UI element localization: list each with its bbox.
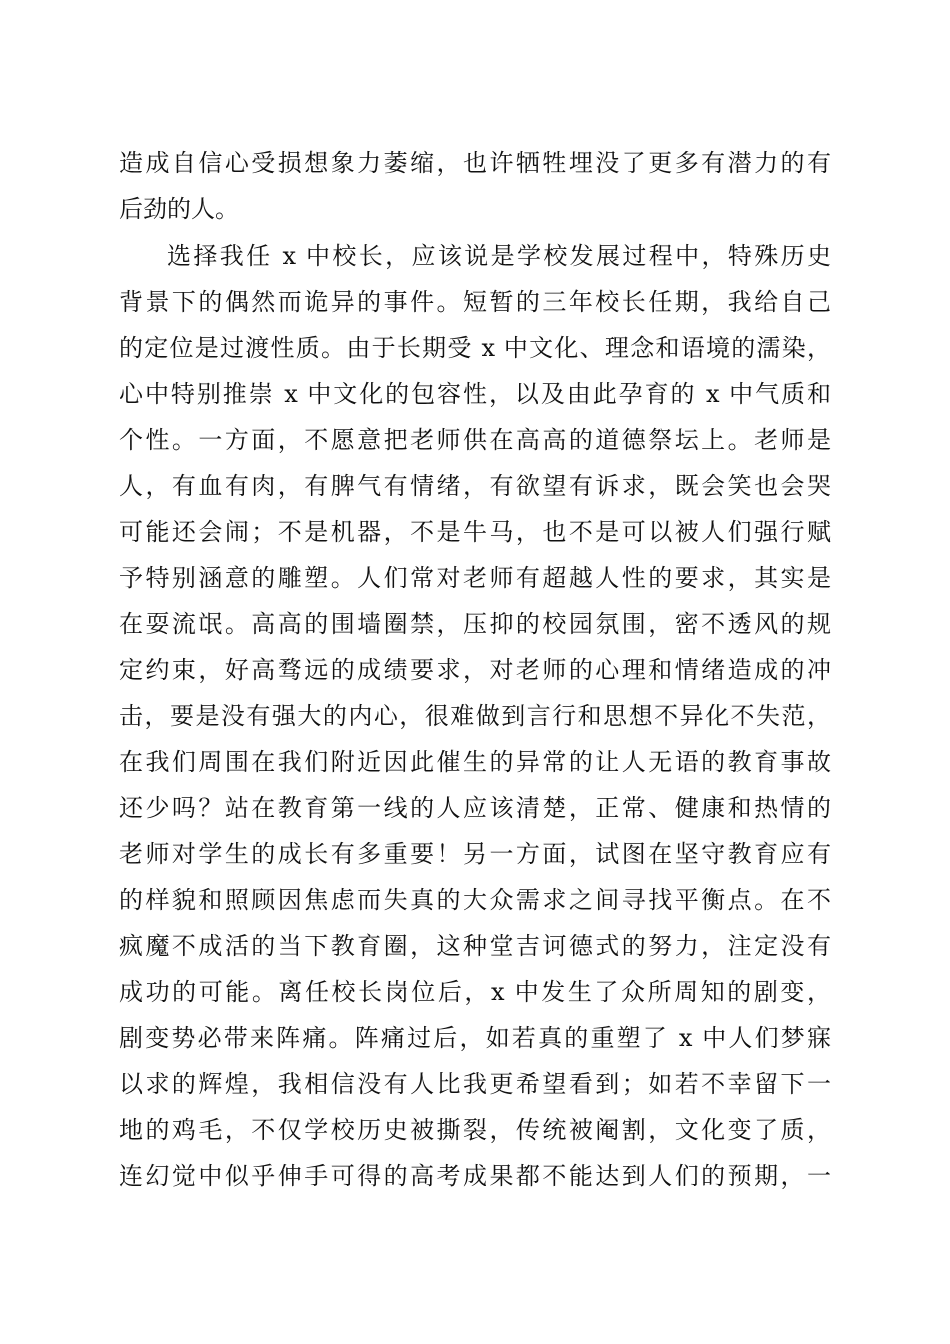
text-line: 予特别涵意的雕塑。人们常对老师有超越人性的要求，其实是 [119, 564, 831, 592]
text-line: 的样貌和照顾因焦虑而失真的大众需求之间寻找平衡点。在不 [119, 886, 831, 914]
text-line: 疯魔不成活的当下教育圈，这种堂吉诃德式的努力，注定没有 [119, 932, 831, 960]
text-line: 选择我任 x 中校长，应该说是学校发展过程中，特殊历史 [167, 242, 831, 270]
text-line: 在我们周围在我们附近因此催生的异常的让人无语的教育事故 [119, 748, 831, 776]
text-line: 可能还会闹；不是机器，不是牛马，也不是可以被人们强行赋 [119, 518, 831, 546]
text-line: 还少吗？站在教育第一线的人应该清楚，正常、健康和热情的 [119, 794, 831, 822]
text-line: 造成自信心受损想象力萎缩，也许牺牲埋没了更多有潜力的有 [119, 149, 831, 177]
text-line: 成功的可能。离任校长岗位后，x 中发生了众所周知的剧变， [119, 978, 831, 1006]
text-line: 心中特别推崇 x 中文化的包容性，以及由此孕育的 x 中气质和 [119, 380, 831, 408]
text-line: 定约束，好高骛远的成绩要求，对老师的心理和情绪造成的冲 [119, 656, 831, 684]
text-line: 地的鸡毛，不仅学校历史被撕裂，传统被阉割，文化变了质， [119, 1116, 831, 1144]
text-line: 人，有血有肉，有脾气有情绪，有欲望有诉求，既会笑也会哭 [119, 472, 831, 500]
text-line: 老师对学生的成长有多重要！另一方面，试图在坚守教育应有 [119, 840, 831, 868]
text-line: 背景下的偶然而诡异的事件。短暂的三年校长任期，我给自己 [119, 288, 831, 316]
text-line: 的定位是过渡性质。由于长期受 x 中文化、理念和语境的濡染， [119, 334, 831, 362]
text-line: 剧变势必带来阵痛。阵痛过后，如若真的重塑了 x 中人们梦寐 [119, 1024, 831, 1052]
text-line: 在耍流氓。高高的围墙圈禁，压抑的校园氛围，密不透风的规 [119, 610, 831, 638]
text-line: 以求的辉煌，我相信没有人比我更希望看到；如若不幸留下一 [119, 1070, 831, 1098]
text-line: 连幻觉中似乎伸手可得的高考成果都不能达到人们的预期，一 [119, 1162, 831, 1190]
text-line: 个性。一方面，不愿意把老师供在高高的道德祭坛上。老师是 [119, 426, 831, 454]
text-line: 后劲的人。 [119, 195, 239, 223]
text-line: 击，要是没有强大的内心，很难做到言行和思想不异化不失范， [119, 702, 831, 730]
